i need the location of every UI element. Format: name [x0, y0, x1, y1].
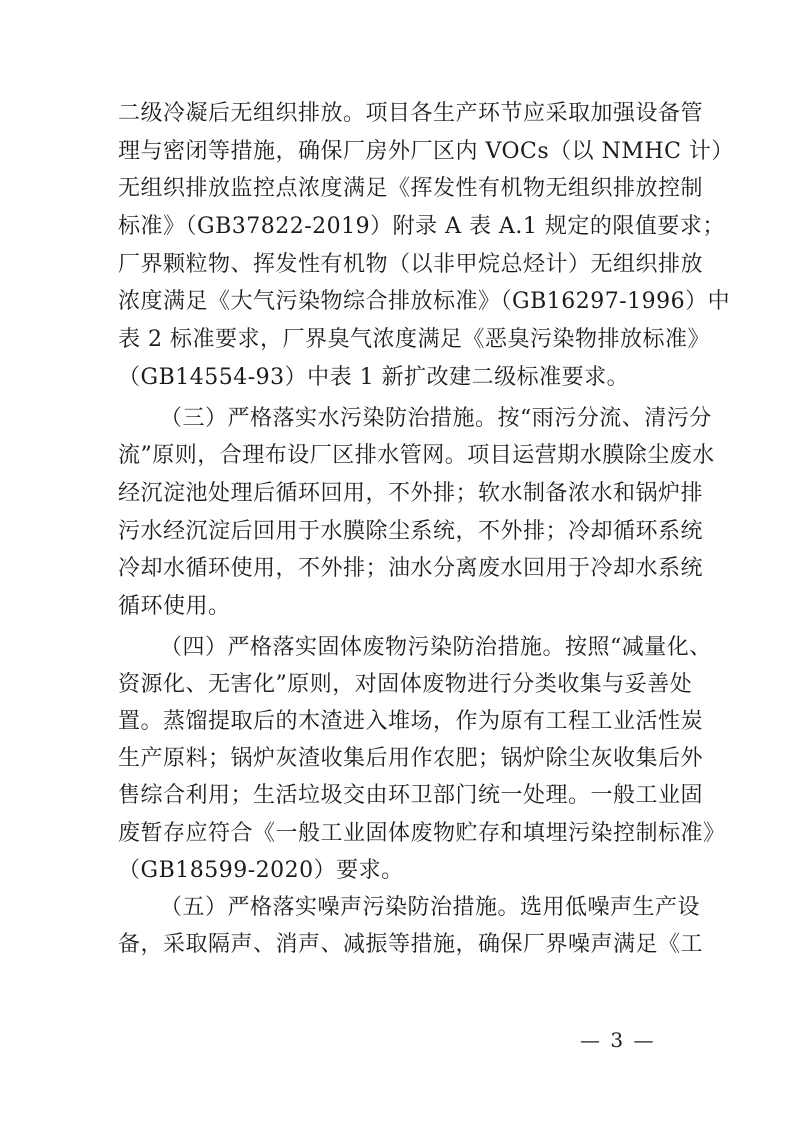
- text-line: 售综合利用；生活垃圾交由环卫部门统一处理。一般工业固: [118, 783, 704, 808]
- text-line: 备，采取隔声、消声、减振等措施，确保厂界噪声满足《工: [118, 932, 704, 957]
- text-line: 污水经沉淀后回用于水膜除尘系统，不外排；冷却循环系统: [118, 519, 704, 544]
- text-line: 资源化、无害化”原则，对固体废物进行分类收集与妥善处: [118, 672, 693, 697]
- text-line: 流”原则，合理布设厂区排水管网。项目运营期水膜除尘废水: [118, 443, 715, 468]
- text-line: 经沉淀池处理后循环回用，不外排；软水制备浓水和锅炉排: [118, 481, 704, 506]
- text-line: （GB18599-2020）要求。: [118, 858, 404, 883]
- text-line: （五）严格落实噪声污染防治措施。选用低噪声生产设: [160, 895, 701, 920]
- text-line: 废暂存应符合《一般工业固体废物贮存和填埋污染控制标准》: [118, 821, 726, 846]
- text-line: 表 2 标准要求，厂界臭气浓度满足《恶臭污染物排放标准》: [118, 327, 710, 352]
- text-line: 置。蒸馏提取后的木渣进入堆场，作为原有工程工业活性炭: [118, 709, 704, 734]
- text-line: 生产原料；锅炉灰渣收集后用作农肥；锅炉除尘灰收集后外: [118, 746, 704, 771]
- text-line: 标准》（GB37822-2019）附录 A 表 A.1 规定的限值要求；: [118, 214, 725, 239]
- text-line: 理与密闭等措施，确保厂房外厂区内 VOCs（以 NMHC 计）: [118, 139, 734, 164]
- text-line: （四）严格落实固体废物污染防治措施。按照“减量化、: [160, 635, 712, 660]
- text-line: 二级冷凝后无组织排放。项目各生产环节应采取加强设备管: [118, 101, 704, 126]
- text-line: （三）严格落实水污染防治措施。按“雨污分流、清污分: [160, 406, 712, 431]
- text-line: 厂界颗粒物、挥发性有机物（以非甲烷总烃计）无组织排放: [118, 252, 704, 277]
- text-line: （GB14554-93）中表 1 新扩改建二级标准要求。: [118, 365, 630, 390]
- page-number: — 3 —: [580, 1028, 656, 1052]
- text-line: 无组织排放监控点浓度满足《挥发性有机物无组织排放控制: [118, 176, 704, 201]
- text-line: 浓度满足《大气污染物综合排放标准》（GB16297-1996）中: [118, 289, 731, 314]
- text-line: 循环使用。: [118, 594, 231, 619]
- text-line: 冷却水循环使用，不外排；油水分离废水回用于冷却水系统: [118, 556, 704, 581]
